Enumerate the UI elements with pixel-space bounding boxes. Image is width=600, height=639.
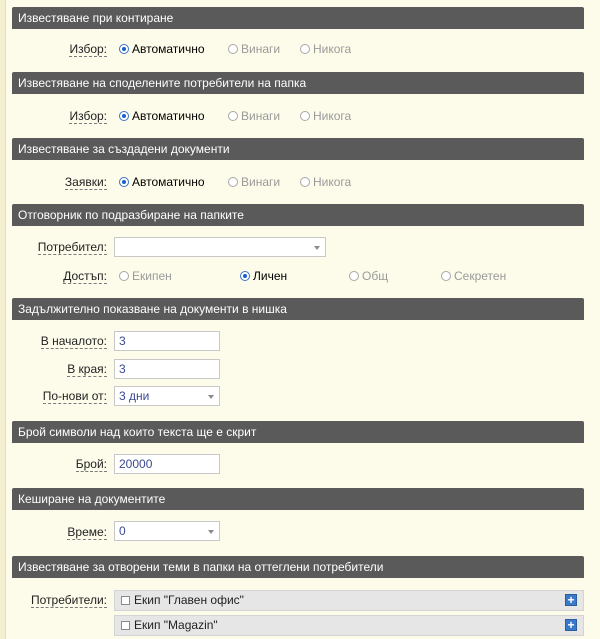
left-edge <box>0 0 6 639</box>
section-header-folder-owner: Отговорник по подразбиране на папките <box>12 204 584 226</box>
thread-newer-label: По-нови от: <box>42 389 107 403</box>
radio-selected-icon <box>240 271 250 281</box>
radio-icon <box>441 271 451 281</box>
section-header-thread: Задължително показване на документи в нишка <box>12 298 584 320</box>
radio-icon <box>349 271 359 281</box>
radio-icon <box>228 111 238 121</box>
thread-newer-select[interactable]: 3 дни <box>114 386 220 406</box>
thread-end-input[interactable]: 3 <box>114 359 220 379</box>
radio-icon <box>300 111 310 121</box>
section-header-created: Известяване за създадени документи <box>12 138 584 160</box>
cache-time-label: Време: <box>67 525 107 539</box>
radio-selected-icon <box>119 177 129 187</box>
contact-option-never[interactable]: Никога <box>300 42 351 56</box>
team-row[interactable]: Екип "Главен офис" + <box>114 590 584 611</box>
shared-option-always[interactable]: Винаги <box>228 109 280 123</box>
cache-time-select[interactable]: 0 <box>114 521 220 541</box>
radio-selected-icon <box>119 111 129 121</box>
thread-start-label: В началото: <box>40 334 107 348</box>
shared-option-never[interactable]: Никога <box>300 109 351 123</box>
access-option-public[interactable]: Общ <box>349 269 388 283</box>
thread-start-input[interactable]: 3 <box>114 331 220 351</box>
detached-users-label: Потребители: <box>31 593 107 607</box>
access-option-team[interactable]: Екипен <box>119 269 172 283</box>
team-row[interactable]: Екип "Magazin" + <box>114 615 584 636</box>
section-header-shared: Известяване на споделените потребители на папка <box>12 72 584 94</box>
section-header-detached: Известяване за отворени теми в папки на оттеглени потребители <box>12 556 584 578</box>
owner-access-label: Достъп: <box>63 269 107 283</box>
expand-plus-icon[interactable]: + <box>565 619 577 631</box>
section-header-cache: Кеширане на документите <box>12 488 584 510</box>
thread-end-label: В края: <box>67 362 107 376</box>
contact-choice-label: Избор: <box>69 42 107 56</box>
chevron-down-icon <box>314 246 320 250</box>
section-header-contact: Известяване при контиране <box>12 7 584 29</box>
checkbox-icon[interactable] <box>121 596 130 605</box>
access-option-secret[interactable]: Секретен <box>441 269 506 283</box>
chars-count-label: Брой: <box>75 457 107 471</box>
chevron-down-icon <box>208 530 214 534</box>
chevron-down-icon <box>208 395 214 399</box>
contact-option-auto[interactable]: Автоматично <box>119 42 205 56</box>
radio-icon <box>228 44 238 54</box>
shared-choice-label: Избор: <box>69 109 107 123</box>
radio-selected-icon <box>119 44 129 54</box>
shared-option-auto[interactable]: Автоматично <box>119 109 205 123</box>
radio-icon <box>300 177 310 187</box>
created-option-auto[interactable]: Автоматично <box>119 175 205 189</box>
radio-icon <box>119 271 129 281</box>
owner-user-select[interactable] <box>114 237 326 257</box>
radio-icon <box>228 177 238 187</box>
created-option-never[interactable]: Никога <box>300 175 351 189</box>
owner-user-label: Потребител: <box>37 240 107 254</box>
chars-count-input[interactable]: 20000 <box>114 454 220 474</box>
access-option-personal[interactable]: Личен <box>240 269 287 283</box>
checkbox-icon[interactable] <box>121 621 130 630</box>
section-header-chars: Брой символи над които текста ще е скрит <box>12 421 584 443</box>
contact-option-always[interactable]: Винаги <box>228 42 280 56</box>
expand-plus-icon[interactable]: + <box>565 594 577 606</box>
created-option-always[interactable]: Винаги <box>228 175 280 189</box>
created-requests-label: Заявки: <box>64 175 107 189</box>
radio-icon <box>300 44 310 54</box>
